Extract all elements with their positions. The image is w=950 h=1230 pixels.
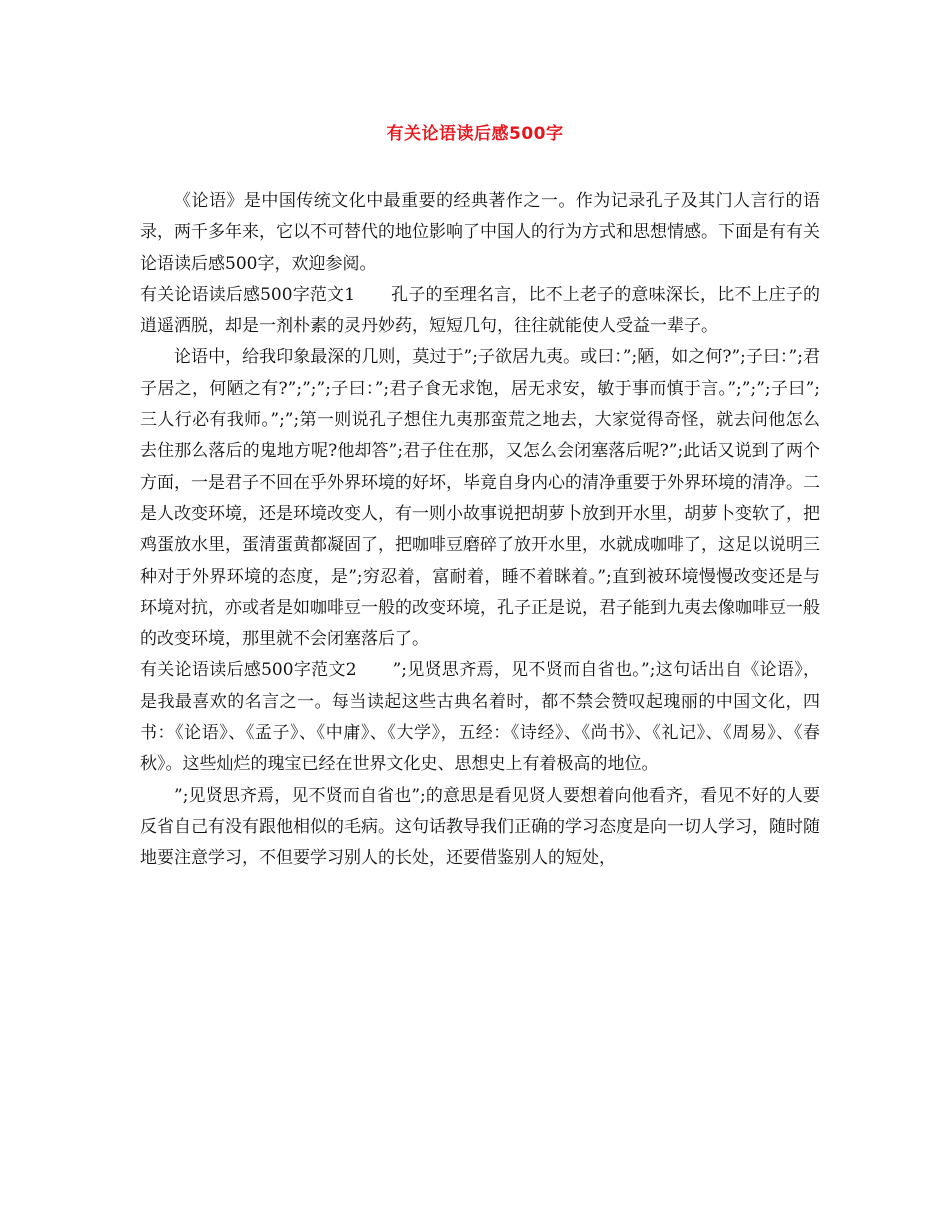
sample-heading-1: 有关论语读后感500字范文1	[140, 284, 356, 305]
document-body	[140, 186, 820, 875]
paragraph-analysis-2: ”;见贤思齐焉，见不贤而自省也”;的意思是看见贤人要想着向他看齐，看见不好的人要反省自己有没有跟他相似的毛病。这句话教导我们正确的学习态度是向一切人学习，随时随地要注意学习，不但要学习别人的长处，还要借鉴别人的短处，	[140, 785, 820, 869]
paragraph-sample-1	[140, 280, 820, 343]
paragraph-sample-2	[140, 655, 820, 780]
sample-text-1: 孔子的至理名言，比不上老子的意味深长，比不上庄子的逍遥洒脱，却是一剂朴素的灵丹妙药，短短几句，往往就能使人受益一辈子。	[140, 284, 820, 337]
sample-heading-2: 有关论语读后感500字范文2	[140, 660, 357, 681]
paragraph-analysis-1: 论语中，给我印象最深的几则，莫过于”;子欲居九夷。或曰：”;陋，如之何?”;子曰：”;君子居之，何陋之有?”;”;”;子曰：”;君子食无求饱，居无求安，敏于事而慎于言。”;”;”;子曰”;三人行必有我师。”;”;第一则说孔子想住九夷那蛮荒之地去，大家觉得奇怪，就去问他怎么去住那么落后的鬼地方呢?他却答”;君子住在那，又怎么会闭塞落后呢?”;此话又说到了两个方面，一是君子不回在乎外界环境的好坏，毕竟自身内心的清净重要于外界环境的清净。二是人改变环境，还是环境改变人，有一则小故事说把胡萝卜放到开水里，胡萝卜变软了，把鸡蛋放水里，蛋清蛋黄都凝固了，把咖啡豆磨碎了放开水里，水就成咖啡了，这足以说明三种对于外界环境的态度，是”;穷忍着，富耐着，睡不着眯着。”;直到被环境慢慢改变还是与环境对抗，亦或者是如咖啡豆一般的改变环境，孔子正是说，君子能到九夷去像咖啡豆一般的改变环境，那里就不会闭塞落后了。	[140, 347, 820, 650]
paragraph-intro: 《论语》是中国传统文化中最重要的经典著作之一。作为记录孔子及其门人言行的语录，两千多年来，它以不可替代的地位影响了中国人的行为方式和思想情感。下面是有有关论语读后感500字，欢迎参阅。	[140, 191, 820, 274]
document-title: 有关论语读后感500字	[386, 124, 564, 144]
sample-text-2: ”;见贤思齐焉，见不贤而自省也。”;这句话出自《论语》，是我最喜欢的名言之一。每当读起这些古典名着时，都不禁会赞叹起瑰丽的中国文化，四书：《论语》、《孟子》、《中庸》、《大学》，五经：《诗经》、《尚书》、《礼记》、《周易》、《春秋》。这些灿烂的瑰宝已经在世界文化史、思想史上有着极高的地位。	[140, 660, 820, 775]
